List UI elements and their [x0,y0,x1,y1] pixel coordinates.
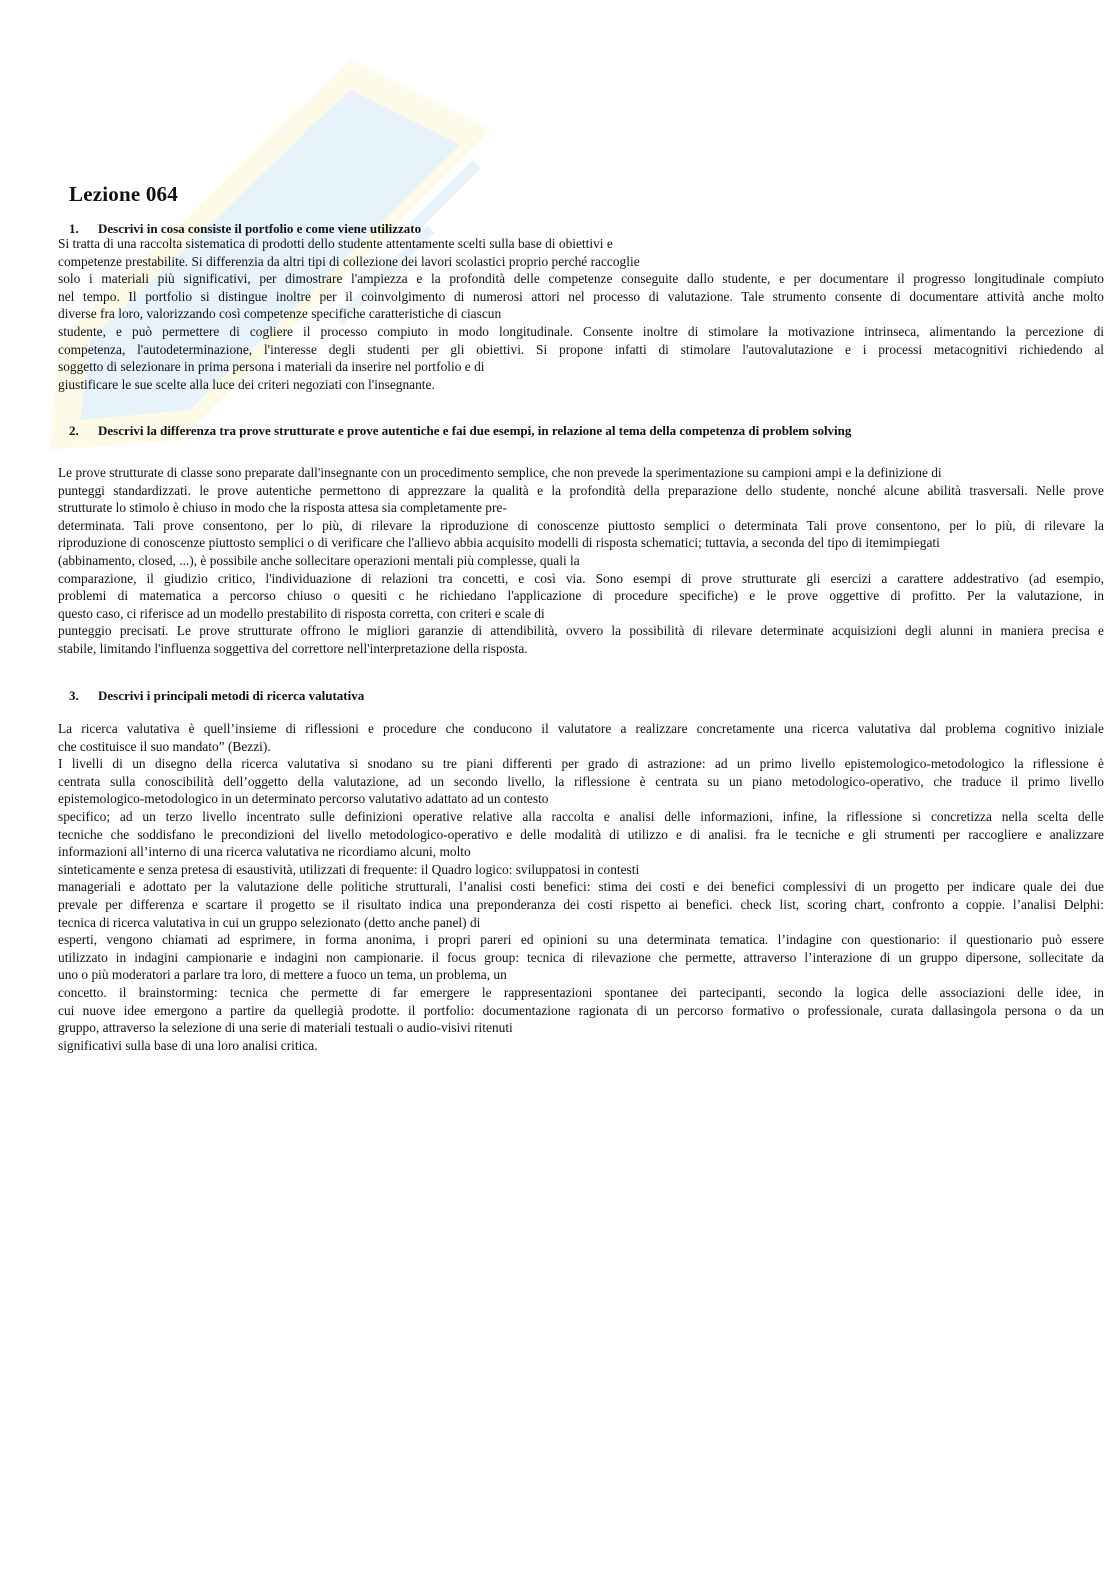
text-line: Le prove strutturate di classe sono preparate dall'insegnante con un procedimento semplice, che non prevede la sperimentazione su campioni ampi e la definizione di [58,465,942,480]
text-line: solo i materiali più significativi, per dimostrare l'ampiezza e la profondità delle competenze conseguite dallo studente, e per documentare il progresso longitudinale compiuto [58,271,1104,287]
answer-paragraph-2 [58,464,1104,658]
text-line: punteggi standardizzati. le prove autentiche permettono di apprezzare la qualità e la profondità della preparazione dello studente, nonché alcune abilità trasversali. Nelle prove [58,482,1104,498]
question-heading-2 [69,422,851,439]
answer-paragraph-1 [58,235,1104,393]
question-number: 2. [69,423,79,438]
question-text: Descrivi la differenza tra prove strutturate e prove autentiche e fai due esempi, in relazione al tema della competenza di problem solving [98,423,852,438]
text-line: prevale per differenza e scartare il progetto se il risultato indica una preponderanza dei costi rispetto ai benefici. check list, scoring chart, confronto a coppie. l’analisi Delphi: [58,896,1104,912]
text-line: informazioni all’interno di una ricerca valutativa ne ricordiamo alcuni, molto [58,844,471,860]
text-line: epistemologico-metodologico in un determinato percorso valutativo adattato ad un contesto [58,791,549,807]
text-line: uno o più moderatori a parlare tra loro, di mettere a fuoco un tema, un problema, un [58,967,507,983]
question-heading-3 [69,687,364,704]
text-line: determinata. Tali prove consentono, per lo più, di rilevare la riproduzione di conoscenze piuttosto semplici o determinata Tali prove consentono, per lo più, di rilevare la [58,517,1104,533]
question-number: 3. [69,688,79,703]
text-line: centrata sulla conoscibilità dell’oggetto della valutazione, ad un secondo livello, la riflessione è centrata su un piano metodologico-operativo, che traduce il primo livello [58,773,1104,789]
question-text: Descrivi in cosa consiste il portfolio e come viene utilizzato [98,221,422,236]
text-line: strutturate lo stimolo è chiuso in modo che la risposta attesa sia completamente pre- [58,500,507,516]
text-line: che costituisce il suo mandato” (Bezzi). [58,738,271,754]
text-line: stabile, limitando l'influenza soggettiva del correttore nell'interpretazione della risposta. [58,640,528,656]
text-line: studente, e può permettere di cogliere il processo compiuto in modo longitudinale. Consente inoltre di stimolare la motivazione intrinseca, alimentando la percezione di [58,323,1104,339]
text-line: questo caso, ci riferisce ad un modello prestabilito di risposta corretta, con criteri e scale di [58,605,545,621]
text-line: gruppo, attraverso la selezione di una serie di materiali testuali o audio-visivi ritenuti [58,1020,513,1036]
text-line: punteggio precisati. Le prove strutturate offrono le migliori garanzie di attendibilità, ovvero la possibilità di rilevare determinate acquisizioni degli alunni in maniera precisa e [58,623,1104,639]
text-line: significativi sulla base di una loro analisi critica. [58,1037,318,1053]
text-line: competenze prestabilite. Si differenzia da altri tipi di collezione dei lavori scolastici proprio perché raccoglie [58,253,640,269]
text-line: riproduzione di conoscenze piuttosto semplici o di verificare che l'allievo abbia acquisito modelli di risposta schematici; tuttavia, a seconda del tipo di itemimpiegati [58,535,940,551]
text-line: esperti, vengono chiamati ad esprimere, in forma anonima, i propri pareri ed opinioni su una determinata tematica. l’indagine con questionario: il questionario può essere [58,932,1104,948]
answer-paragraph-3 [58,720,1104,1054]
question-text: Descrivi i principali metodi di ricerca valutativa [98,688,365,703]
text-line: I livelli di un disegno della ricerca valutativa si snodano su tre piani differenti per grado di astrazione: ad un primo livello epistemologico-metodologico la riflessione è [58,756,1104,772]
text-line: utilizzato in indagini campionarie e indagini non campionarie. il focus group: tecnica di rilevazione che permette, attraverso l’interazione di un gruppo dipersone, sollecitate da [58,949,1104,965]
text-line: specifico; ad un terzo livello incentrato sulle definizioni operative relative alla raccolta e analisi delle informazioni, infine, la riflessione si concretizza nella scelta delle [58,808,1104,824]
text-line: giustificare le sue scelte alla luce dei criteri negoziati con l'insegnante. [58,376,435,392]
text-line: sinteticamente e senza pretesa di esaustività, utilizzati di frequente: il Quadro logico: sviluppatosi in contesti [58,861,640,877]
text-line: diverse fra loro, valorizzando così competenze specifiche caratteristiche di ciascun [58,306,502,322]
text-line: nel tempo. Il portfolio si distingue inoltre per il coinvolgimento di numerosi attori nel processo di valutazione. Tale strumento consente di documentare attività anche molto [58,288,1104,304]
page-title: Lezione 064 [69,182,178,206]
text-line: manageriali e adottato per la valutazione delle politiche strutturali, l’analisi costi benefici: stima dei costi e dei benefici complessivi di un progetto per indicare quale dei due [58,879,1104,895]
text-line: comparazione, il giudizio critico, l'individuazione di relazioni tra concetti, e così via. Sono esempi di prove strutturate gli esercizi a carattere addestrativo (ad esempio, [58,570,1104,586]
text-line: tecnica di ricerca valutativa in cui un gruppo selezionato (detto anche panel) di [58,914,481,930]
text-line: concetto. il brainstorming: tecnica che permette di far emergere le rappresentazioni spontanee dei partecipanti, secondo la logica delle associazioni delle idee, in [58,984,1104,1000]
question-number: 1. [69,221,79,236]
text-line: La ricerca valutativa è quell’insieme di riflessioni e procedure che conducono il valutatore a realizzare concretamente una ricerca valutativa dal problema cognitivo iniziale [58,721,1104,736]
text-line: (abbinamento, closed, ...), è possibile anche sollecitare operazioni mentali più complesse, quali la [58,552,580,568]
text-line: Si tratta di una raccolta sistematica di prodotti dello studente attentamente scelti sulla base di obiettivi e [58,236,613,251]
text-line: tecniche che soddisfano le precondizioni del livello metodologico-operativo e delle modalità di utilizzo e di analisi. fra le tecniche e gli strumenti per raccogliere e analizzare [58,826,1104,842]
text-line: cui nuove idee emergono a partire da quellegià prodotte. il portfolio: documentazione ragionata di un percorso formativo o professionale, curata dallasingola persona o da un [58,1002,1104,1018]
text-line: competenza, l'autodeterminazione, l'interesse degli studenti per gli obiettivi. Si propone infatti di stimolare l'autovalutazione e i processi metacognitivi richiedendo al [58,341,1104,357]
text-line: problemi di matematica a percorso chiuso o quesiti c he richiedano l'applicazione di procedure specifiche) e le prove oggettive di profitto. Per la valutazione, in [58,588,1104,604]
text-line: soggetto di selezionare in prima persona i materiali da inserire nel portfolio e di [58,359,485,375]
